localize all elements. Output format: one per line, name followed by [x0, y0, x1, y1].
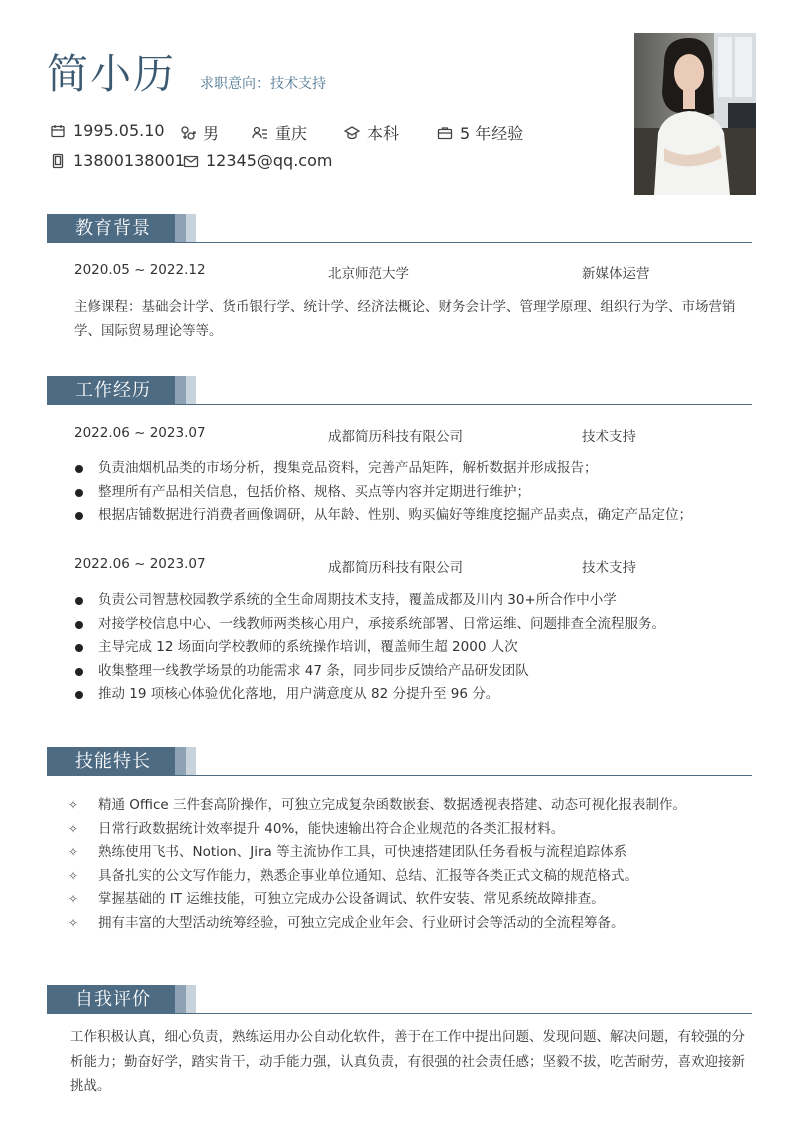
location-item — [252, 121, 307, 144]
email-text: 12345@qq.com — [206, 151, 333, 170]
experience-item — [437, 121, 523, 144]
birthdate-item — [50, 121, 165, 140]
sparkle-icon: ✧ — [68, 915, 79, 930]
job-role: 技术支持 — [582, 429, 636, 445]
job-role: 技术支持 — [582, 560, 636, 576]
list-item-text: 对接学校信息中心、一线教师两类核心用户，承接系统部署、日常运维、问题排查全流程服务。 — [98, 615, 665, 632]
work-title: 工作经历 — [75, 380, 151, 401]
list-item — [74, 683, 754, 707]
education-title: 教育背景 — [75, 218, 151, 239]
list-item — [68, 888, 754, 912]
job-company: 成都简历科技有限公司 — [328, 429, 463, 445]
job-intent: 求职意向：技术支持 — [200, 76, 326, 92]
list-item — [74, 589, 754, 613]
education-level-text: 本科 — [367, 124, 400, 143]
sparkle-icon: ✧ — [68, 821, 79, 836]
list-item-text: 主导完成 12 场面向学校教师的系统操作培训，覆盖师生超 2000 人次 — [98, 639, 518, 655]
education-date: 2020.05 ~ 2022.12 — [74, 262, 206, 278]
list-item — [68, 912, 754, 936]
list-item — [68, 794, 754, 818]
job-date: 2022.06 ~ 2023.07 — [74, 425, 206, 441]
gender-text: 男 — [203, 124, 220, 143]
self-section-header — [47, 985, 752, 1015]
list-item-text: 日常行政数据统计效率提升 40%，能快速输出符合企业规范的各类汇报材料。 — [98, 820, 565, 837]
job-date: 2022.06 ~ 2023.07 — [74, 556, 206, 572]
phone-text: 13800138001 — [73, 151, 185, 170]
self-title: 自我评价 — [75, 989, 151, 1010]
location-user-icon — [252, 125, 268, 141]
work-section-header — [47, 376, 752, 406]
list-item-text: 具备扎实的公文写作能力，熟悉企事业单位通知、总结、汇报等各类正式文稿的规范格式。 — [98, 867, 638, 884]
list-item-text: 推动 19 项核心体验优化落地，用户满意度从 82 分提升至 96 分。 — [98, 686, 500, 702]
phone-item — [50, 151, 185, 170]
mail-icon — [183, 153, 199, 169]
list-item — [68, 841, 754, 865]
education-courses: 主修课程：基础会计学、货币银行学、统计学、经济法概论、财务会计学、管理学原理、组织行为学、市场营销学、国际贸易理论等等。 — [74, 299, 736, 339]
list-item — [74, 636, 754, 660]
self-evaluation-text: 工作积极认真，细心负责，熟练运用办公自动化软件，善于在工作中提出问题、发现问题、解决问题，有较强的分析能力；勤奋好学，踏实肯干，动手能力强，认真负责，有很强的社会责任感；坚毅不拔，吃苦耐劳，喜欢迎接新挑战。 — [70, 1029, 745, 1094]
list-item — [74, 613, 754, 637]
calendar-icon — [50, 123, 66, 139]
gender-item — [180, 121, 219, 144]
sparkle-icon: ✧ — [68, 892, 79, 906]
list-item — [74, 504, 754, 528]
education-level-item — [344, 121, 399, 144]
list-item-text: 收集整理一线教学场景的功能需求 47 条，同步同步反馈给产品研发团队 — [98, 662, 529, 679]
list-item-text: 负责油烟机品类的市场分析，搜集竞品资料，完善产品矩阵，解析数据并形成报告； — [98, 460, 598, 476]
sparkle-icon: ✧ — [68, 798, 79, 812]
list-item-text: 负责公司智慧校园教学系统的全生命周期技术支持，覆盖成都及川内 30+所合作中小学 — [98, 592, 617, 608]
list-item — [74, 457, 754, 481]
list-item-text: 精通 Office 三件套高阶操作，可独立完成复杂函数嵌套、数据透视表搭建、动态可视化报表制作。 — [98, 797, 686, 813]
list-item — [74, 481, 754, 505]
list-item — [68, 818, 754, 842]
list-item — [74, 660, 754, 684]
list-item-text: 掌握基础的 IT 运维技能，可独立完成办公设备调试、软件安装、常见系统故障排查。 — [98, 891, 605, 907]
list-item-text: 根据店铺数据进行消费者画像调研，从年龄、性别、购买偏好等维度挖掘产品卖点，确定产品定位； — [98, 507, 692, 523]
education-section-header — [47, 214, 752, 244]
email-item — [183, 151, 332, 170]
sparkle-icon: ✧ — [68, 845, 79, 859]
graduation-cap-icon — [344, 125, 360, 141]
birthdate-text: 1995.05.10 — [73, 121, 165, 140]
job-company: 成都简历科技有限公司 — [328, 560, 463, 576]
briefcase-icon — [437, 125, 453, 141]
phone-icon — [50, 153, 66, 169]
skills-section-header — [47, 747, 752, 777]
list-item — [68, 865, 754, 889]
job-duties-list — [74, 457, 754, 528]
job-duties-list — [74, 589, 754, 707]
experience-text: 5 年经验 — [460, 124, 524, 143]
skills-title: 技能特长 — [75, 751, 151, 772]
candidate-name: 简小历 — [47, 50, 176, 98]
education-school: 北京师范大学 — [328, 266, 409, 282]
profile-photo — [634, 33, 756, 195]
gender-icon — [180, 125, 196, 141]
skills-list — [68, 794, 754, 935]
list-item-text: 拥有丰富的大型活动统筹经验，可独立完成企业年会、行业研讨会等活动的全流程筹备。 — [98, 914, 625, 931]
location-text: 重庆 — [275, 124, 308, 143]
list-item-text: 熟练使用飞书、Notion、Jira 等主流协作工具，可快速搭建团队任务看板与流程追踪体系 — [98, 844, 628, 860]
list-item-text: 整理所有产品相关信息，包括价格、规格、买点等内容并定期进行维护； — [98, 483, 530, 500]
education-major: 新媒体运营 — [582, 266, 650, 282]
sparkle-icon: ✧ — [68, 868, 79, 883]
